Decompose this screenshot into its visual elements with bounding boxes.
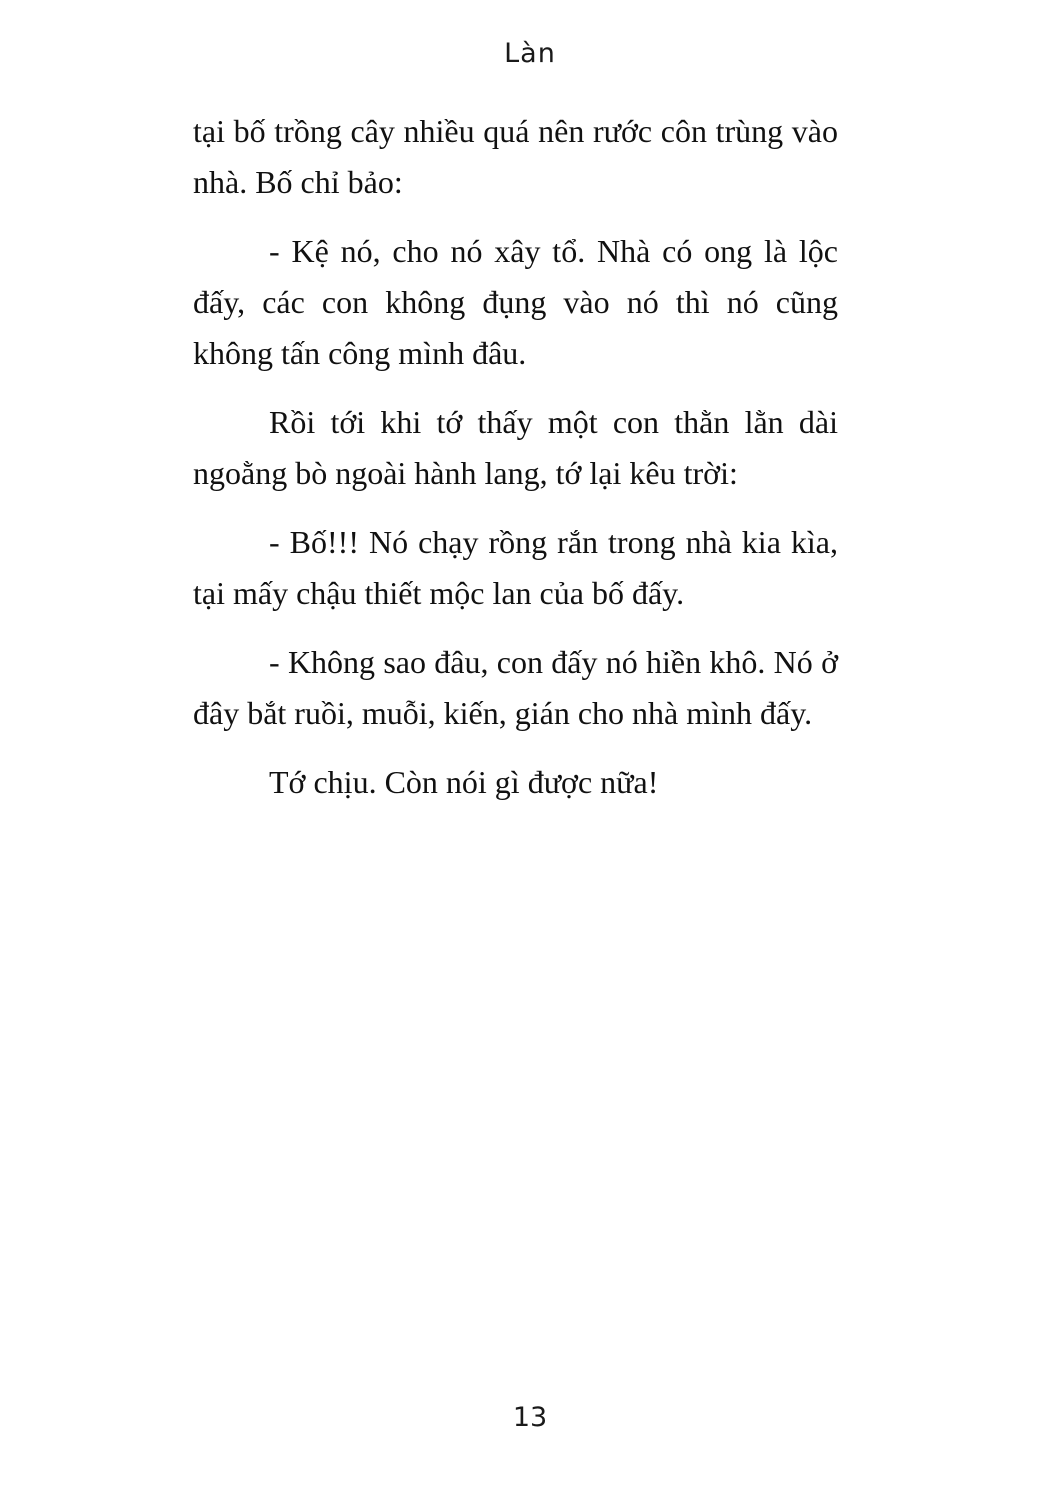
page-number: 13 <box>512 1402 548 1433</box>
paragraph-continuation: tại bố trồng cây nhiều quá nên rước côn trùng vào nhà. Bố chỉ bảo: <box>193 113 838 200</box>
body-text <box>193 106 838 826</box>
paragraph-narration: Rồi tới khi tớ thấy một con thằn lằn dài ngoằng bò ngoài hành lang, tớ lại kêu trời: <box>193 404 838 491</box>
running-title: Làn <box>504 38 556 69</box>
paragraph-dialogue: - Không sao đâu, con đấy nó hiền khô. Nó ở đây bắt ruồi, muỗi, kiến, gián cho nhà mình đấy. <box>193 644 838 731</box>
paragraph-narration: Tớ chịu. Còn nói gì được nữa! <box>269 764 659 800</box>
paragraph-dialogue: - Bố!!! Nó chạy rồng rắn trong nhà kia kìa, tại mấy chậu thiết mộc lan của bố đấy. <box>193 524 838 611</box>
paragraph-dialogue: - Kệ nó, cho nó xây tổ. Nhà có ong là lộc đấy, các con không đụng vào nó thì nó cũng không tấn công mình đâu. <box>193 233 838 371</box>
